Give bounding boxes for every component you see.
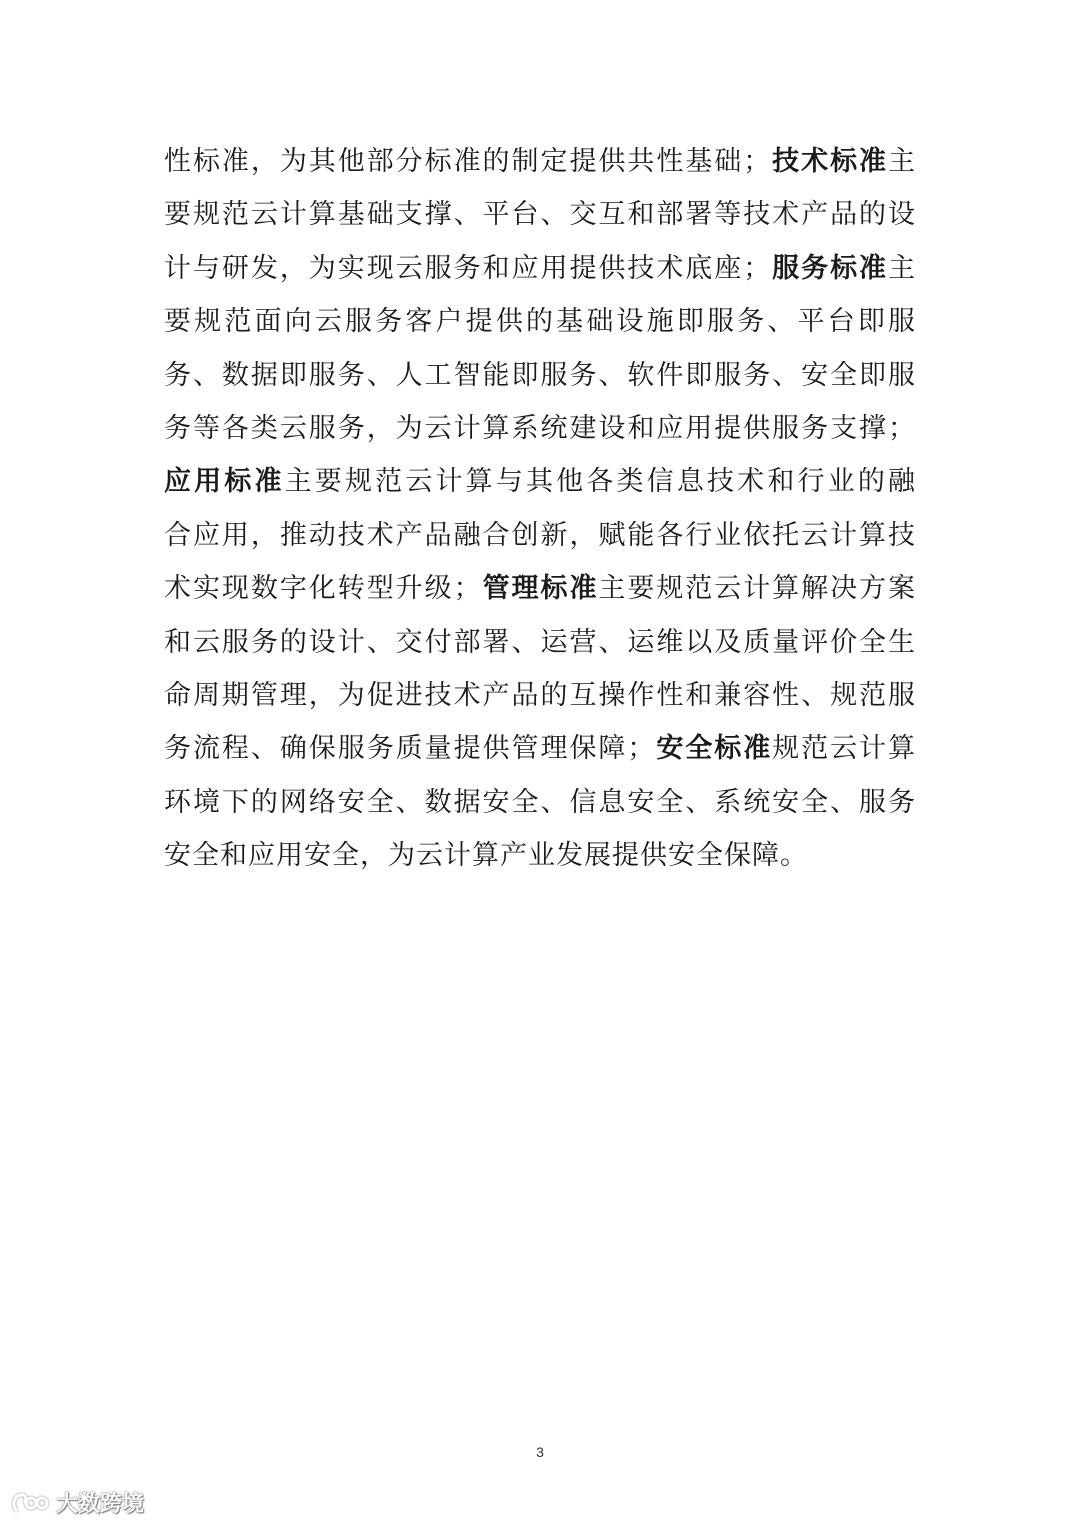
- text-line: [164, 349, 916, 402]
- bold-term: 安全标准: [655, 733, 773, 765]
- text-line: [164, 562, 916, 615]
- text-run: 要规范云计算基础支撑、平台、交互和部署等技术产品的设: [164, 199, 916, 231]
- text-line: [164, 188, 916, 241]
- text-run: 安全和应用安全，为云计算产业发展提供安全保障。: [164, 840, 808, 872]
- text-run: 主: [888, 146, 917, 177]
- document-body: [164, 135, 916, 882]
- text-run: 术实现数字化转型升级；: [164, 573, 482, 605]
- text-run: 务、数据即服务、人工智能即服务、软件即服务、安全即服: [164, 359, 916, 391]
- text-run: 主要规范云计算解决方案: [598, 573, 917, 605]
- watermark: [10, 1487, 144, 1518]
- bold-term: 服务标准: [771, 252, 889, 284]
- text-line: [164, 295, 916, 348]
- text-run: 务流程、确保服务质量提供管理保障；: [164, 733, 656, 765]
- watermark-text: 大数跨境: [56, 1492, 145, 1517]
- text-line: [164, 616, 916, 669]
- text-run: 规范云计算: [772, 733, 917, 765]
- text-run: 计与研发，为实现云服务和应用提供技术底座；: [164, 252, 772, 284]
- text-line: [164, 402, 916, 455]
- text-line: [164, 509, 916, 562]
- text-run: 命周期管理，为促进技术产品的互操作性和兼容性、规范服: [164, 679, 916, 711]
- text-run: 合应用，推动技术产品融合创新，赋能各行业依托云计算技: [164, 519, 916, 551]
- text-line: [164, 242, 916, 295]
- text-line: [164, 722, 916, 775]
- text-line: [164, 455, 916, 508]
- logo-icon: [10, 1490, 50, 1516]
- text-line: [164, 776, 916, 829]
- bold-term: 应用标准: [164, 466, 285, 498]
- bold-term: 技术标准: [771, 146, 889, 177]
- text-run: 环境下的网络安全、数据安全、信息安全、系统安全、服务: [164, 786, 916, 818]
- text-run: 务等各类云服务，为云计算系统建设和应用提供服务支撑；: [164, 412, 916, 444]
- page-number: 3: [536, 1444, 544, 1460]
- text-run: 要规范面向云服务客户提供的基础设施即服务、平台即服: [164, 306, 916, 338]
- text-line: [164, 829, 916, 882]
- bold-term: 管理标准: [481, 573, 599, 605]
- text-run: 性标准，为其他部分标准的制定提供共性基础；: [164, 146, 772, 177]
- text-line: [164, 669, 916, 722]
- text-line: [164, 135, 916, 188]
- text-run: 主要规范云计算与其他各类信息技术和行业的融: [284, 466, 917, 498]
- text-run: 和云服务的设计、交付部署、运营、运维以及质量评价全生: [164, 626, 916, 658]
- text-run: 主: [888, 252, 917, 284]
